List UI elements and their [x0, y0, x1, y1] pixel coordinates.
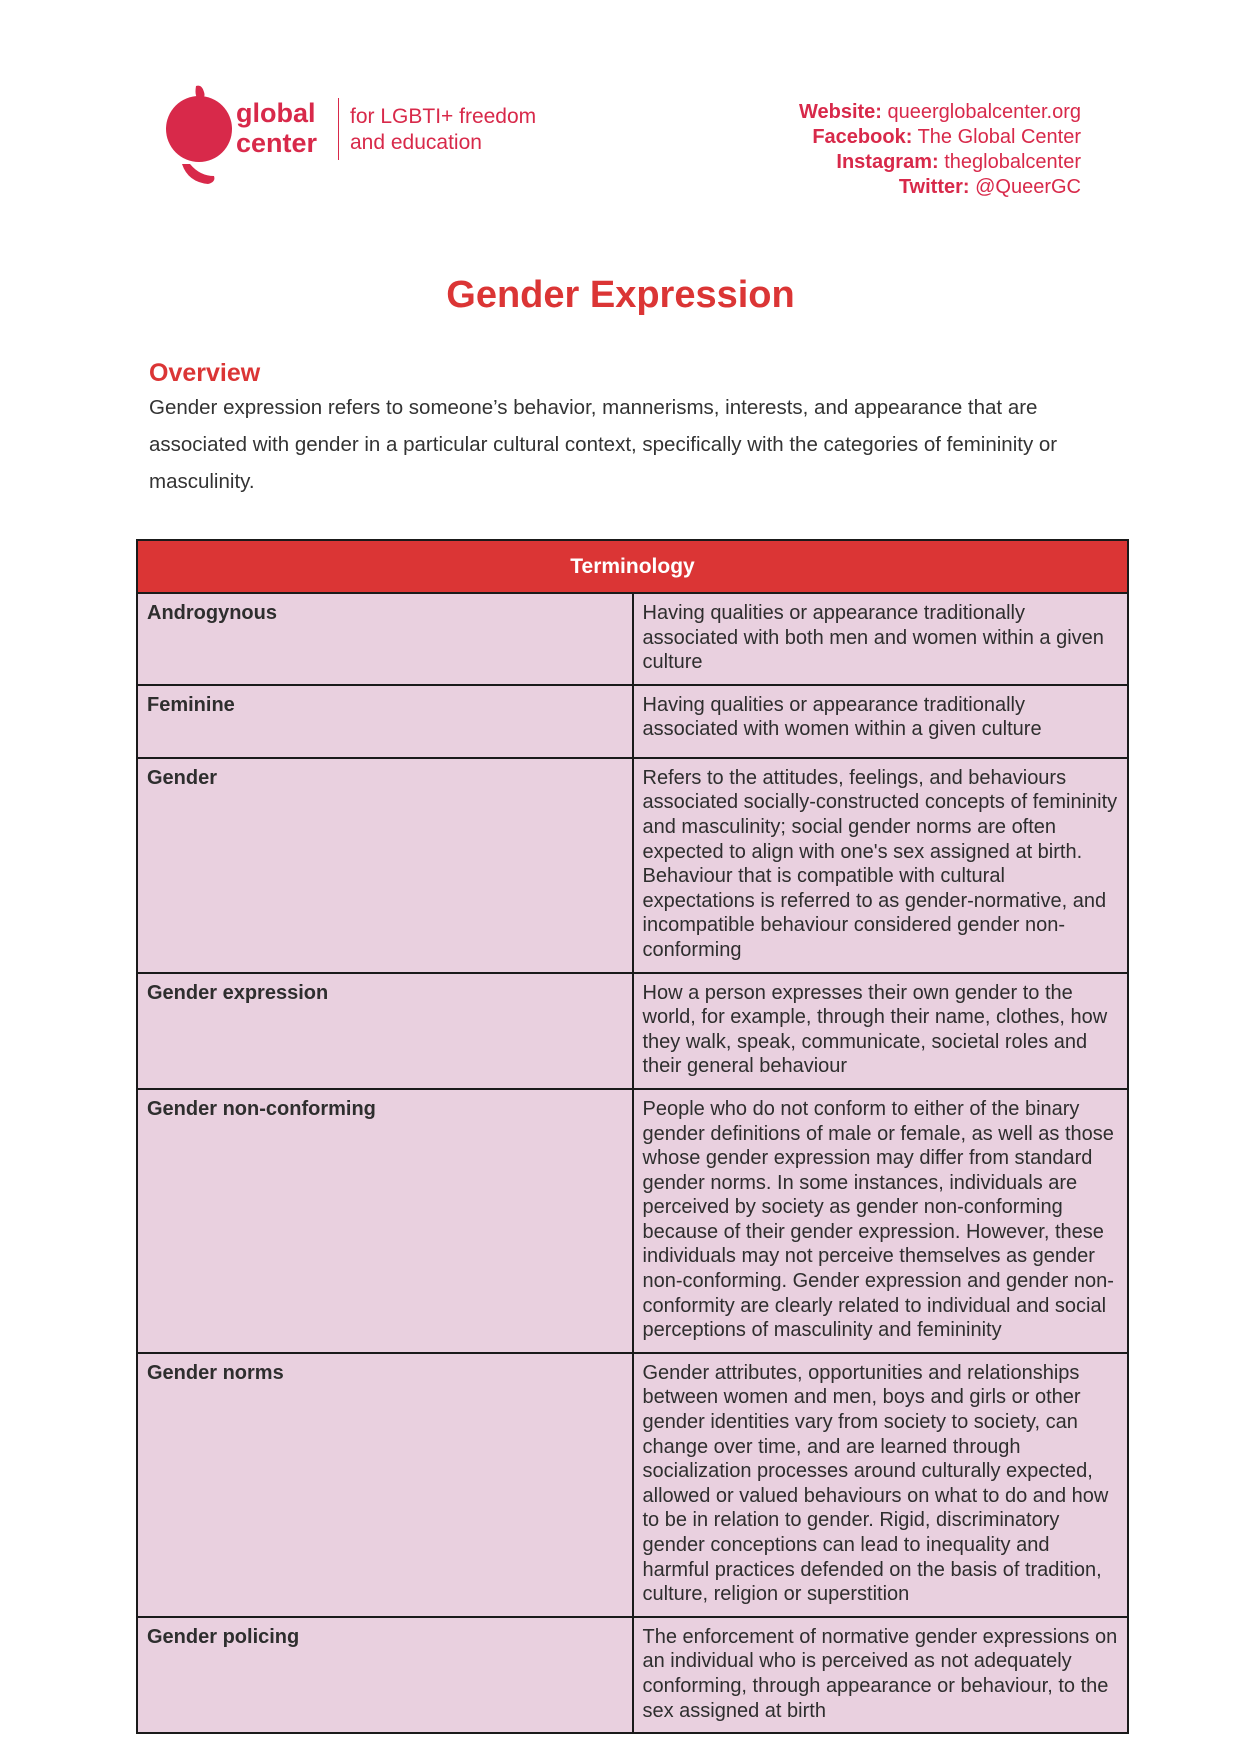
contact-facebook-link[interactable]: The Global Center — [917, 126, 1081, 148]
term-cell: Feminine — [137, 685, 633, 758]
overview-heading: Overview — [149, 359, 261, 387]
contact-label: Website: — [798, 101, 882, 123]
table-row — [137, 1353, 1128, 1617]
definition-cell: People who do not conform to either of the binary gender definitions of male or female, as well as those whose gender expression may differ from standard gender norms. In some instances, individuals are perceived by society as gender non-conforming because of their gender expression. However, these individuals may not perceive themselves as gender non-conforming. Gender expression and gender non-conformity are clearly related to individual and social perceptions of masculinity and femininity — [633, 1089, 1129, 1353]
table-heading: Terminology — [137, 540, 1128, 593]
page-title: Gender Expression — [446, 274, 795, 316]
table-row — [137, 973, 1128, 1089]
table-header-row — [137, 540, 1128, 593]
contact-website — [799, 100, 1081, 125]
contact-label: Twitter: — [898, 176, 970, 198]
logo-word-global: global — [236, 98, 316, 128]
contact-label: Instagram: — [836, 151, 939, 173]
page-header — [0, 0, 1241, 200]
contact-instagram — [799, 150, 1081, 175]
term-cell: Androgynous — [137, 593, 633, 685]
contact-info — [799, 100, 1081, 200]
definition-cell: How a person expresses their own gender to the world, for example, through their name, clothes, how they walk, speak, communicate, societal roles and their general behaviour — [633, 973, 1129, 1089]
logo-divider — [338, 98, 339, 160]
definition-cell: Having qualities or appearance traditionally associated with both men and women within a given culture — [633, 593, 1129, 685]
definition-cell: Gender attributes, opportunities and relationships between women and men, boys and girls or other gender identities vary from society to society, can change over time, and are learned through socialization processes around culturally expected, allowed or valued behaviours on what to do and how to be in relation to gender. Rigid, discriminatory gender conceptions can lead to inequality and harmful practices defended on the basis of tradition, culture, religion or superstition — [633, 1353, 1129, 1617]
definition-cell: The enforcement of normative gender expressions on an individual who is perceived as not adequately conforming, through appearance or behaviour, to the sex assigned at birth — [633, 1617, 1129, 1733]
contact-facebook — [799, 125, 1081, 150]
term-cell: Gender expression — [137, 973, 633, 1089]
contact-instagram-link[interactable]: theglobalcenter — [944, 151, 1081, 173]
term-cell: Gender policing — [137, 1617, 633, 1733]
table-row — [137, 1617, 1128, 1733]
table-row — [137, 758, 1128, 973]
term-cell: Gender — [137, 758, 633, 973]
term-cell: Gender norms — [137, 1353, 633, 1617]
contact-label: Facebook: — [812, 126, 913, 148]
logo-tagline-line-1: for LGBTI+ freedom — [350, 105, 537, 128]
contact-twitter — [799, 175, 1081, 200]
logo-wordmark — [236, 98, 317, 158]
definition-cell: Having qualities or appearance traditionally associated with women within a given culture — [633, 685, 1129, 758]
table-row — [137, 685, 1128, 758]
logo-tagline — [350, 104, 536, 156]
logo-word-center: center — [236, 128, 318, 158]
contact-website-link[interactable]: queerglobalcenter.org — [887, 101, 1081, 123]
global-center-logo — [166, 84, 566, 194]
overview-paragraph: Gender expression refers to someone’s behavior, mannerisms, interests, and appearance that are associated with gender in a particular cultural context, specifically with the categories of femininity or masculinity. — [149, 396, 1058, 493]
table-row — [137, 1089, 1128, 1353]
logo-tagline-line-2: and education — [350, 131, 482, 154]
table-row — [137, 593, 1128, 685]
contact-twitter-link[interactable]: @QueerGC — [975, 176, 1081, 198]
definition-cell: Refers to the attitudes, feelings, and behaviours associated socially-constructed concepts of femininity and masculinity; social gender norms are often expected to align with one's sex assigned at birth. Behaviour that is compatible with cultural expectations is referred to as gender-normative, and incompatible behaviour considered gender non-conforming — [633, 758, 1129, 973]
terminology-table — [136, 539, 1129, 1734]
logo-mark-icon — [166, 84, 246, 188]
term-cell: Gender non-conforming — [137, 1089, 633, 1353]
